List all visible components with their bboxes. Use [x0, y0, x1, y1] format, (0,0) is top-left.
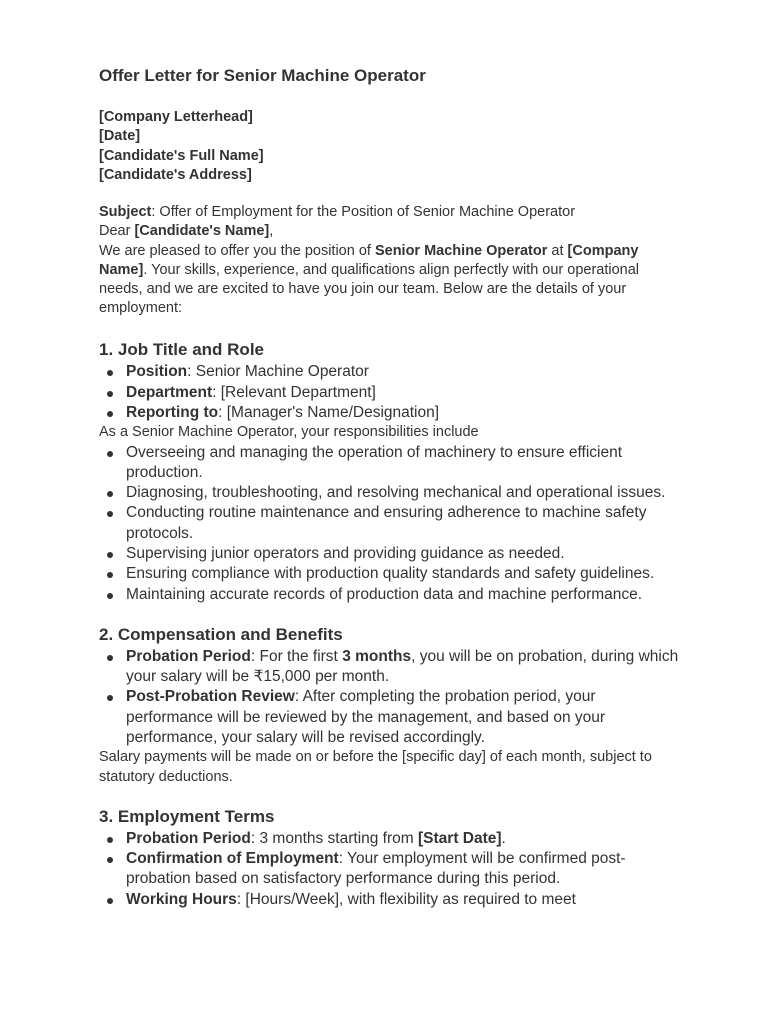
list-item: [126, 849, 679, 890]
item-emphasis: [Start Date]: [418, 829, 502, 847]
item-text: : Your employment will be confirmed post-probation based on satisfactory performance during this period.: [126, 850, 626, 888]
section-heading: 2. Compensation and Benefits: [99, 624, 343, 644]
subject-label: Subject: [99, 204, 152, 221]
greeting-name: [Candidate's Name]: [134, 223, 270, 240]
item-text: : For the first: [250, 647, 343, 665]
role-details-list: [99, 362, 679, 423]
compensation-list: [99, 647, 679, 748]
list-item: [126, 403, 679, 423]
list-item: [126, 647, 679, 688]
item-text: : Senior Machine Operator: [187, 363, 369, 381]
section-compensation-benefits: [99, 623, 679, 787]
list-item: [126, 829, 679, 849]
item-label: Department: [126, 383, 213, 401]
list-item: Diagnosing, troubleshooting, and resolving mechanical and operational issues.: [126, 483, 679, 503]
item-label: Post-Probation Review: [126, 688, 295, 706]
item-label: Working Hours: [126, 890, 237, 908]
subject-line: [99, 203, 679, 222]
list-item: Supervising junior operators and providing guidance as needed.: [126, 544, 679, 564]
greeting-prefix: Dear: [99, 223, 135, 240]
list-item: [126, 362, 679, 382]
responsibilities-intro: As a Senior Machine Operator, your responsibilities include: [99, 424, 479, 441]
list-item: [126, 383, 679, 403]
document-page: [99, 64, 679, 910]
subject-text: : Offer of Employment for the Position of Senior Machine Operator: [151, 204, 576, 221]
item-text: .: [501, 829, 506, 847]
item-label: Probation Period: [126, 829, 251, 847]
section-employment-terms: [99, 805, 679, 910]
section-heading: 1. Job Title and Role: [99, 340, 264, 360]
greeting-line: [99, 222, 679, 241]
item-text: : [Relevant Department]: [212, 383, 376, 401]
letter-date: [Date]: [99, 128, 141, 145]
intro-company: [Company Name]: [99, 242, 639, 278]
intro-text-1: We are pleased to offer you the position of: [99, 242, 375, 259]
section-heading: 3. Employment Terms: [99, 806, 275, 826]
item-label: Position: [126, 363, 188, 381]
item-label: Confirmation of Employment: [126, 850, 339, 868]
candidate-full-name: [Candidate's Full Name]: [99, 147, 264, 164]
intro-paragraph: [99, 242, 679, 319]
item-emphasis: 3 months: [342, 647, 412, 665]
section-job-title-role: [99, 338, 679, 604]
item-text: , you will be on probation, during which your salary will be ₹15,000 per month.: [126, 647, 679, 686]
responsibilities-list: [99, 443, 679, 605]
letterhead-block: [99, 108, 679, 185]
candidate-address: [Candidate's Address]: [99, 166, 252, 183]
employment-terms-list: [99, 829, 679, 910]
item-text: : After completing the probation period, your performance will be reviewed by the management, and based on your performance, your salary will be revised accordingly.: [126, 688, 606, 747]
list-item: [126, 890, 679, 910]
document-title: Offer Letter for Senior Machine Operator: [99, 66, 426, 85]
intro-text-3: . Your skills, experience, and qualifications align perfectly with our operational needs, and we are excited to have you join our team. Below are the details of your employment:: [99, 261, 640, 317]
item-text: : 3 months starting from: [250, 829, 418, 847]
list-item: Overseeing and managing the operation of machinery to ensure efficient production.: [126, 443, 679, 484]
item-label: Reporting to: [126, 404, 219, 421]
list-item: Maintaining accurate records of production data and machine performance.: [126, 585, 679, 605]
item-text: : [Hours/Week], with flexibility as required to meet: [236, 890, 576, 908]
greeting-suffix: ,: [269, 223, 274, 240]
company-letterhead: [Company Letterhead]: [99, 109, 253, 125]
list-item: Conducting routine maintenance and ensuring adherence to machine safety protocols.: [126, 503, 679, 544]
salary-payment-note: Salary payments will be made on or before the [specific day] of each month, subject to statutory deductions.: [99, 749, 652, 785]
intro-position: Senior Machine Operator: [374, 242, 548, 259]
list-item: [126, 687, 679, 748]
item-label: Probation Period: [126, 647, 251, 665]
intro-text-2: at: [547, 242, 568, 259]
list-item: Ensuring compliance with production quality standards and safety guidelines.: [126, 564, 679, 584]
item-text: : [Manager's Name/Designation]: [218, 404, 440, 421]
